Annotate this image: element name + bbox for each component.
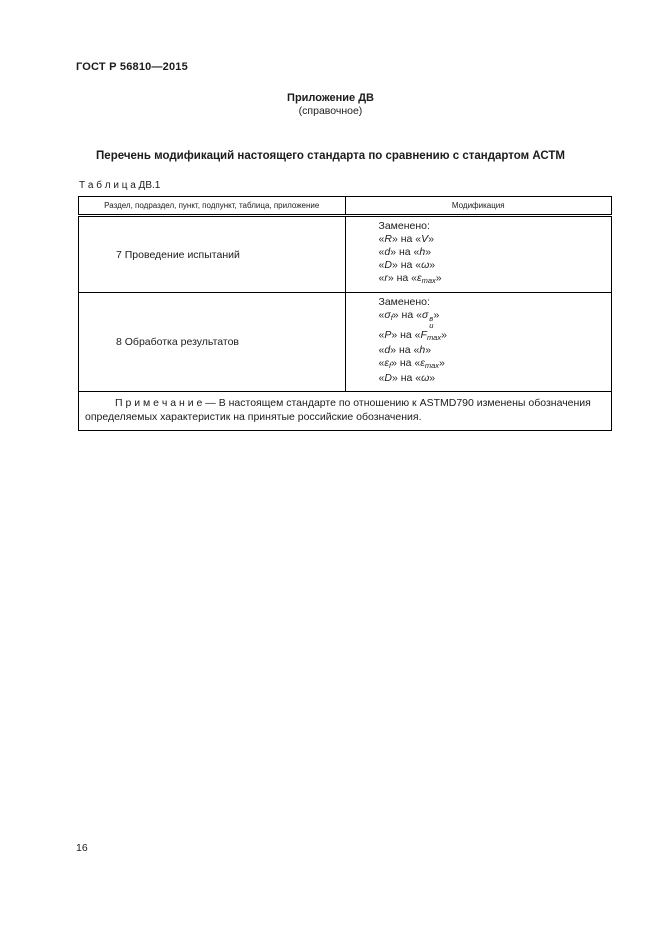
modifications-table	[78, 196, 612, 431]
modification-cell: Заменено: «R» на «V» «d» на «h» «D» на «ω» «r» на «$\varepsilon_{max}$»	[345, 216, 612, 293]
annex-heading	[0, 92, 661, 118]
annex-title: Приложение ДВ	[287, 92, 374, 104]
column-header-modification: Модификация	[345, 197, 612, 216]
table-note: П р и м е ч а н и е — В настоящем стандарте по отношению к ASTMD790 изменены обозначения определяемых характеристик на принятые российские обозначения.	[79, 392, 612, 431]
table-row	[79, 216, 612, 293]
table-row	[79, 293, 612, 392]
modification-cell: Заменено: «$\sigma_f$» на «σ в и » «P» на «$F_{max}$» «d» на «h» «$\varepsilon_f$» на «$\varepsilon_{max}$» «D» на «ω»	[345, 293, 612, 392]
table-header-row	[79, 197, 612, 216]
column-header-section: Раздел, подраздел, пункт, подпункт, таблица, приложение	[79, 197, 346, 216]
section-cell: 7 Проведение испытаний	[79, 216, 346, 293]
section-title: Перечень модификаций настоящего стандарта по сравнению с стандартом АСТМ	[96, 150, 565, 162]
section-cell: 8 Обработка результатов	[79, 293, 346, 392]
document-standard-number: ГОСТ Р 56810—2015	[76, 61, 188, 73]
annex-subtitle: (справочное)	[298, 105, 363, 117]
note-row	[79, 392, 612, 431]
page-number: 16	[76, 842, 88, 854]
table-caption: Т а б л и ц а ДВ.1	[79, 180, 161, 191]
